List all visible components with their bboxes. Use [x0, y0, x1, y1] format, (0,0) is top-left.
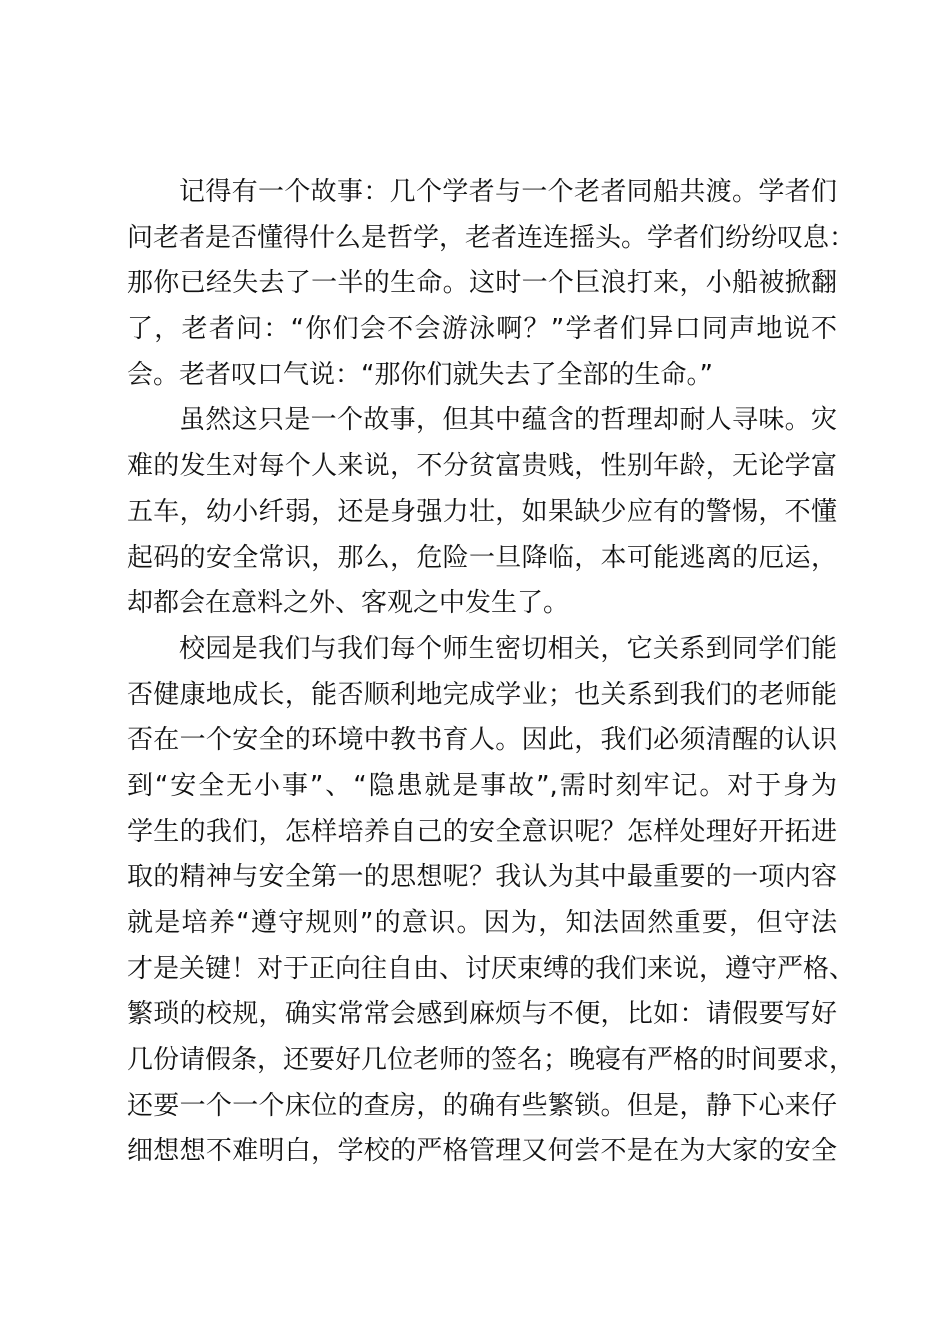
text-line: 学生的我们，怎样培养自己的安全意识呢？怎样处理好开拓进	[127, 816, 837, 847]
text-line: 了，老者问：“你们会不会游泳啊？”学者们异口同声地说不	[127, 314, 837, 345]
paragraph-3	[127, 627, 856, 1175]
text-line: 繁琐的校规，确实常常会感到麻烦与不便，比如：请假要写好	[127, 999, 837, 1030]
text-line: 问老者是否懂得什么是哲学，老者连连摇头。学者们纷纷叹息：	[127, 222, 856, 253]
text-line: 还要一个一个床位的查房，的确有些繁锁。但是，静下心来仔	[127, 1090, 837, 1121]
text-line: 否在一个安全的环境中教书育人。因此，我们必须清醒的认识	[127, 725, 837, 756]
text-line: 会。老者叹口气说：“那你们就失去了全部的生命。”	[127, 359, 713, 390]
paragraph-2	[127, 398, 837, 626]
text-line: 才是关键！对于正向往自由、讨厌束缚的我们来说，遵守严格、	[127, 953, 856, 984]
text-line: 记得有一个故事：几个学者与一个老者同船共渡。学者们	[179, 177, 837, 207]
text-line: 五车，幼小纤弱，还是身强力壮，如果缺少应有的警惕，不懂	[127, 496, 837, 527]
text-line: 到“安全无小事”、“隐患就是事故”,需时刻牢记。对于身为	[127, 770, 837, 801]
text-line: 否健康地成长，能否顺利地完成学业；也关系到我们的老师能	[127, 679, 837, 710]
text-line: 那你已经失去了一半的生命。这时一个巨浪打来，小船被掀翻	[127, 268, 837, 299]
paragraph-1	[127, 170, 856, 398]
text-line: 校园是我们与我们每个师生密切相关，它关系到同学们能	[179, 633, 837, 664]
text-line: 虽然这只是一个故事，但其中蕴含的哲理却耐人寻味。灾	[179, 405, 837, 436]
text-line: 就是培养“遵守规则”的意识。因为，知法固然重要，但守法	[127, 908, 837, 938]
text-line: 细想想不难明白，学校的严格管理又何尝不是在为大家的安全	[127, 1136, 837, 1167]
text-line: 起码的安全常识，那么，危险一旦降临，本可能逃离的厄运，	[127, 542, 837, 573]
text-line: 几份请假条，还要好几位老师的签名；晚寝有严格的时间要求，	[127, 1045, 856, 1076]
document-body	[127, 170, 856, 1175]
text-line: 却都会在意料之外、客观之中发生了。	[127, 588, 570, 619]
text-line: 取的精神与安全第一的思想呢？我认为其中最重要的一项内容	[127, 862, 837, 893]
text-line: 难的发生对每个人来说，不分贫富贵贱，性别年龄，无论学富	[127, 451, 837, 482]
